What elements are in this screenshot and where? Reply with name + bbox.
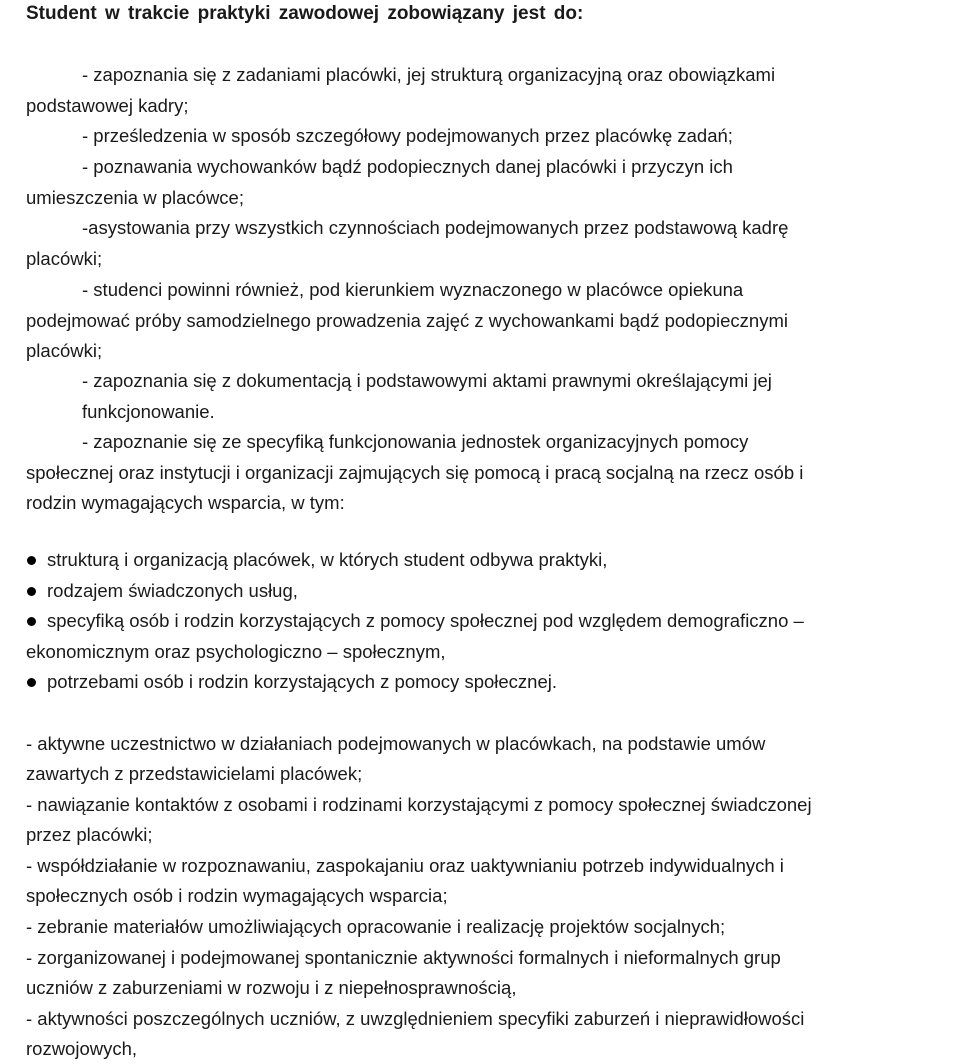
bullet-item-continuation: ekonomicznym oraz psychologiczno – społecznym, — [26, 641, 446, 662]
bullet-item: specyfiką osób i rodzin korzystających z pomocy społecznej pod względem demograficzno – — [47, 610, 804, 631]
paragraph-line: zawartych z przedstawicielami placówek; — [26, 763, 363, 784]
paragraph-line: - aktywne uczestnictwo w działaniach podejmowanych w placówkach, na podstawie umów — [26, 733, 766, 754]
paragraph-line: placówki; — [26, 248, 103, 269]
paragraph-line: - współdziałanie w rozpoznawaniu, zaspokajaniu oraz uaktywnianiu potrzeb indywidualnych i — [26, 855, 784, 876]
paragraph-line: placówki; — [26, 340, 103, 361]
paragraph-line: - zebranie materiałów umożliwiających opracowanie i realizację projektów socjalnych; — [26, 916, 726, 937]
paragraph-line: - nawiązanie kontaktów z osobami i rodzinami korzystającymi z pomocy społecznej świadczonej — [26, 794, 812, 815]
paragraph-line: - zorganizowanej i podejmowanej spontanicznie aktywności formalnych i nieformalnych grup — [26, 947, 781, 968]
paragraph-line: - poznawania wychowanków bądź podopiecznych danej placówki i przyczyn ich — [82, 156, 733, 177]
paragraph-line: -asystowania przy wszystkich czynnościach podejmowanych przez podstawową kadrę — [82, 217, 789, 238]
paragraph-line: - studenci powinni również, pod kierunkiem wyznaczonego w placówce opiekuna — [82, 279, 744, 300]
bullet-item: rodzajem świadczonych usług, — [47, 580, 298, 601]
paragraph-line: przez placówki; — [26, 824, 153, 845]
paragraph-line: - zapoznanie się ze specyfiką funkcjonowania jednostek organizacyjnych pomocy — [82, 431, 749, 452]
paragraph-line: - aktywności poszczególnych uczniów, z uwzględnieniem specyfiki zaburzeń i nieprawidłowości — [26, 1008, 805, 1029]
paragraph-line: podstawowej kadry; — [26, 95, 189, 116]
paragraph-line: społecznych osób i rodzin wymagających wsparcia; — [26, 885, 448, 906]
paragraph-line: rodzin wymagających wsparcia, w tym: — [26, 492, 345, 513]
paragraph-line: rozwojowych, — [26, 1038, 138, 1059]
bullet-item: potrzebami osób i rodzin korzystających z pomocy społecznej. — [47, 671, 558, 692]
paragraph-line: - zapoznania się z dokumentacją i podstawowymi aktami prawnymi określającymi jej — [82, 370, 772, 391]
paragraph-line: - zapoznania się z zadaniami placówki, jej strukturą organizacyjną oraz obowiązkami — [82, 64, 776, 85]
bullet-icon — [27, 587, 36, 596]
paragraph-line: podejmować próby samodzielnego prowadzenia zajęć z wychowankami bądź podopiecznymi — [26, 310, 788, 331]
bullet-item: strukturą i organizacją placówek, w których student odbywa praktyki, — [47, 549, 608, 570]
bullet-icon — [27, 617, 36, 626]
paragraph-line: społecznej oraz instytucji i organizacji zajmujących się pomocą i pracą socjalną na rzecz osób i — [26, 462, 804, 483]
document-heading: Student w trakcie praktyki zawodowej zobowiązany jest do: — [26, 3, 584, 24]
paragraph-line: uczniów z zaburzeniami w rozwoju i z niepełnosprawnością, — [26, 977, 517, 998]
bullet-icon — [27, 678, 36, 687]
paragraph-line: - prześledzenia w sposób szczegółowy podejmowanych przez placówkę zadań; — [82, 125, 733, 146]
paragraph-line: umieszczenia w placówce; — [26, 187, 244, 208]
paragraph-line: funkcjonowanie. — [82, 401, 215, 422]
bullet-icon — [27, 556, 36, 565]
